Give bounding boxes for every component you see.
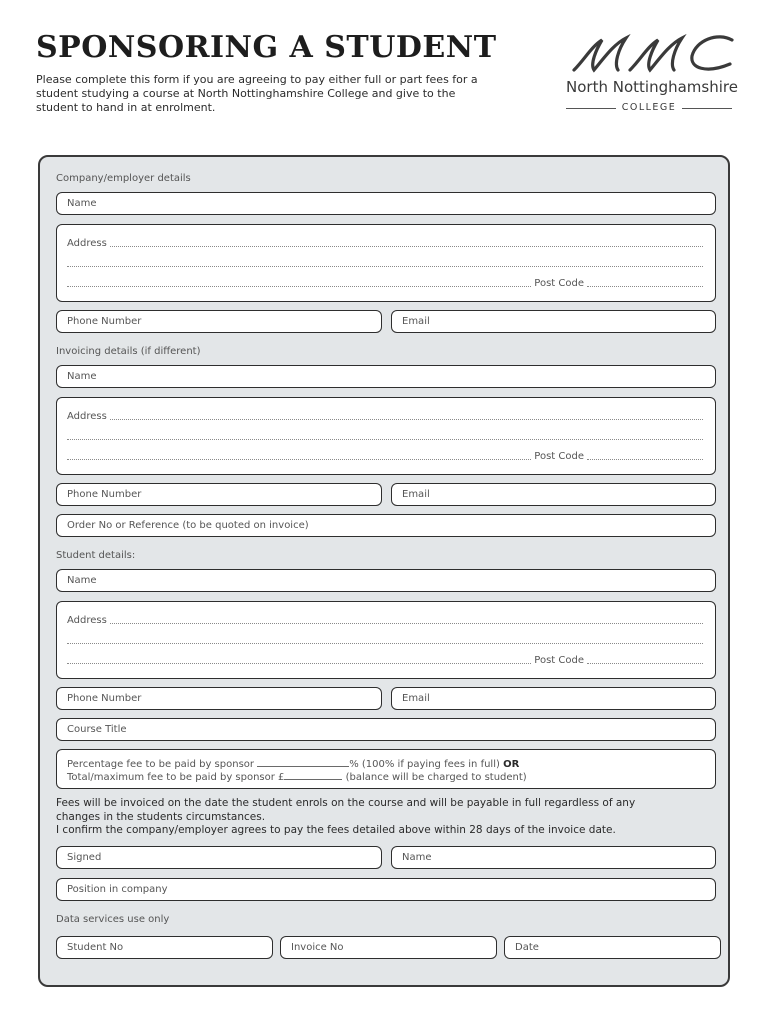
fee-field[interactable] <box>56 749 716 789</box>
company-phone-field[interactable] <box>56 310 382 333</box>
fee-total-suffix: (balance will be charged to student) <box>345 772 527 783</box>
student-address-field[interactable] <box>56 601 716 679</box>
data-services-heading: Data services use only <box>56 914 170 925</box>
fee-percentage-label: Percentage fee to be paid by sponsor <box>67 759 255 770</box>
signoff-name-field[interactable] <box>391 846 716 869</box>
fee-total-blank[interactable] <box>284 770 342 780</box>
student-email-field[interactable] <box>391 687 716 710</box>
company-phone-label: Phone Number <box>67 316 142 327</box>
form-panel <box>38 155 730 987</box>
student-no-field[interactable] <box>56 936 273 959</box>
student-no-label: Student No <box>67 942 124 953</box>
position-label: Position in company <box>67 884 168 895</box>
student-postcode-label: Post Code <box>534 655 584 666</box>
invoicing-address-field[interactable] <box>56 397 716 475</box>
fee-notice <box>56 797 676 838</box>
page-title: SPONSORING A STUDENT <box>36 30 497 65</box>
order-reference-field[interactable] <box>56 514 716 537</box>
signed-label: Signed <box>67 852 102 863</box>
student-email-label: Email <box>402 693 430 704</box>
fee-total-label: Total/maximum fee to be paid by sponsor £ <box>67 772 285 783</box>
invoicing-address-label: Address <box>67 411 107 422</box>
invoice-no-label: Invoice No <box>291 942 344 953</box>
company-email-field[interactable] <box>391 310 716 333</box>
date-label: Date <box>515 942 539 953</box>
fee-percentage-blank[interactable] <box>257 757 349 767</box>
invoicing-phone-label: Phone Number <box>67 489 142 500</box>
company-email-label: Email <box>402 316 430 327</box>
company-name-field[interactable] <box>56 192 716 215</box>
company-heading: Company/employer details <box>56 173 191 184</box>
invoicing-heading: Invoicing details (if different) <box>56 346 201 357</box>
invoicing-phone-field[interactable] <box>56 483 382 506</box>
company-address-field[interactable] <box>56 224 716 302</box>
invoicing-email-label: Email <box>402 489 430 500</box>
invoicing-name-field[interactable] <box>56 365 716 388</box>
company-name-label: Name <box>67 198 97 209</box>
fee-percentage-suffix: % (100% if paying fees in full) <box>349 759 500 770</box>
logo-monogram-icon <box>560 30 738 78</box>
student-address-label: Address <box>67 615 107 626</box>
college-logo <box>560 30 738 120</box>
invoicing-name-label: Name <box>67 371 97 382</box>
signoff-name-label: Name <box>402 852 432 863</box>
logo-college: COLLEGE <box>621 102 677 113</box>
fee-notice-line1: Fees will be invoiced on the date the student enrols on the course and will be payable in full regardless of any changes in the students circumstances. <box>56 797 636 823</box>
date-field[interactable] <box>504 936 721 959</box>
logo-divider-right <box>682 108 732 109</box>
logo-name: North Nottinghamshire <box>566 78 738 96</box>
invoice-no-field[interactable] <box>280 936 497 959</box>
course-title-field[interactable] <box>56 718 716 741</box>
company-address-label: Address <box>67 238 107 249</box>
student-name-label: Name <box>67 575 97 586</box>
student-name-field[interactable] <box>56 569 716 592</box>
course-title-label: Course Title <box>67 724 127 735</box>
invoicing-email-field[interactable] <box>391 483 716 506</box>
fee-notice-line2: I confirm the company/employer agrees to pay the fees detailed above within 28 days of the invoice date. <box>56 824 616 836</box>
company-postcode-label: Post Code <box>534 278 584 289</box>
order-reference-label: Order No or Reference (to be quoted on invoice) <box>67 520 309 531</box>
signed-field[interactable] <box>56 846 382 869</box>
fee-or-label: OR <box>503 759 520 770</box>
student-phone-field[interactable] <box>56 687 382 710</box>
student-heading: Student details: <box>56 550 136 561</box>
student-phone-label: Phone Number <box>67 693 142 704</box>
invoicing-postcode-label: Post Code <box>534 451 584 462</box>
intro-text: Please complete this form if you are agreeing to pay either full or part fees for a student studying a course at North Nottinghamshire College and give to the student to hand in at enrolment. <box>36 73 478 114</box>
position-field[interactable] <box>56 878 716 901</box>
